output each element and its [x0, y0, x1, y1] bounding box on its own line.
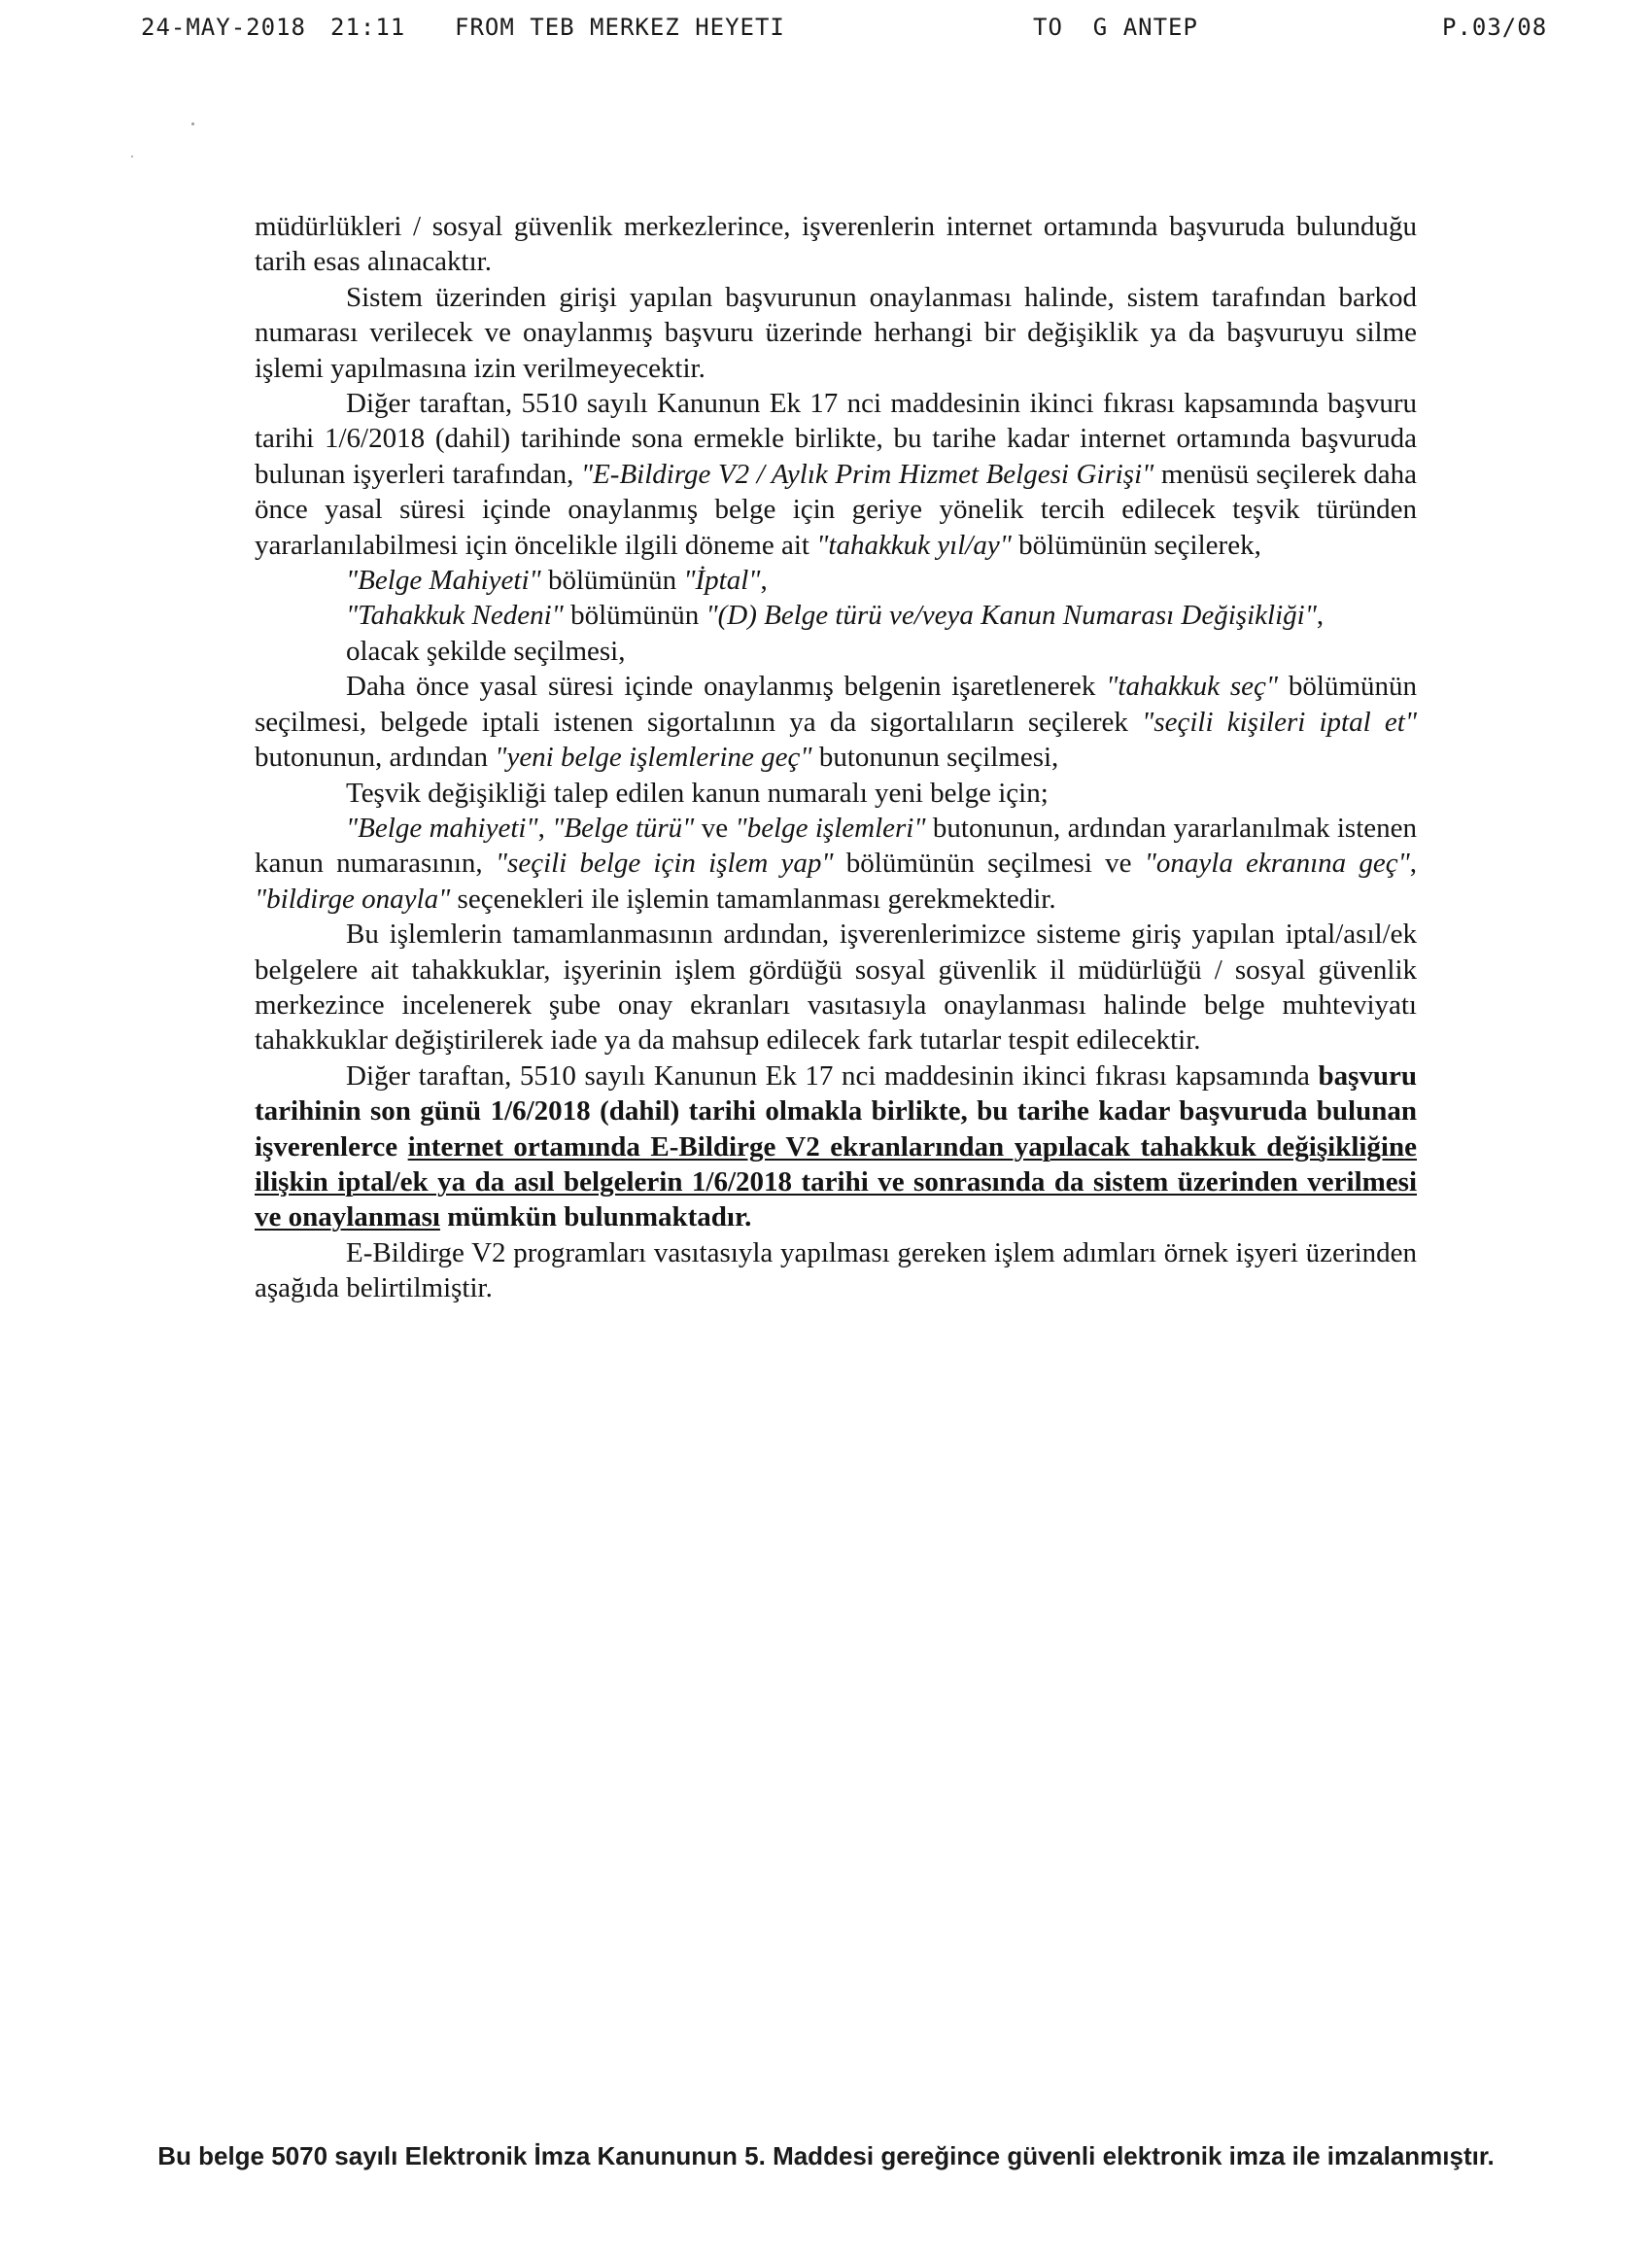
field-name: "Tahakkuk Nedeni" [346, 600, 564, 632]
field-value: "(D) Belge türü ve/veya Kanun Numarası Değişikliği" [706, 600, 1317, 632]
button-name: "seçili kişileri iptal et" [1142, 706, 1417, 738]
text-run: , [760, 565, 768, 597]
fax-page-number: P.03/08 [1442, 14, 1548, 41]
scan-speck [131, 156, 133, 157]
button-name: "tahakkuk seç" [1106, 671, 1279, 703]
fax-recipient: TO G ANTEP [1033, 14, 1198, 41]
fax-date: 24-MAY-2018 [141, 14, 306, 41]
text-run: bölümünün seçilerek, [1011, 529, 1261, 561]
paragraph: Bu işlemlerin tamamlanmasının ardından, işverenlerimizce sisteme giriş yapılan iptal/asıl/ek belgelere ait tahakkuklar, işyerinin işlem gördüğü sosyal güvenlik il müdürlüğü / sosyal güvenlik merkezince incelenerek şube onay ekranları vasıtasıyla onaylanması halinde belge muhteviyatı tahakkuklar değiştirilerek iade ya da mahsup edilecek fark tutarlar tespit edilecektir. [255, 919, 1417, 1057]
text-run: butonunun seçilmesi, [811, 742, 1059, 774]
text-run: Diğer taraftan, 5510 sayılı Kanunun Ek 17 nci maddesinin ikinci fıkrası kapsamında başvuru tarihi 1/6/2018 (dahil) tarihinde sona ermekle birlikte, bu tarihe kadar internet ortamında başvuruda bulunan işyerleri tarafından, [255, 388, 1417, 490]
e-signature-notice: Bu belge 5070 sayılı Elektronik İmza Kanununun 5. Maddesi gereğince güvenli elektronik imza ile imzalanmıştır. [157, 2141, 1495, 2170]
paragraph [255, 1059, 1417, 1235]
field-name: "Belge mahiyeti" [346, 812, 538, 844]
text-run: , [1409, 848, 1417, 880]
text-run: , [537, 812, 553, 844]
button-name: "seçili belge için işlem yap" [495, 848, 834, 880]
field-name: "Belge Mahiyeti" [346, 565, 541, 597]
paragraph [255, 669, 1417, 775]
emphasis-underlined: internet ortamında E-Bildirge V2 ekranlarından yapılacak tahakkuk değişikliğine ilişkin iptal/ek ya da asıl belgelerin 1/6/2018 tarihi ve sonrasında da sistem üzerinden verilmesi ve onaylanması [255, 1130, 1417, 1233]
paragraph [255, 598, 1417, 633]
fax-header [0, 10, 1652, 49]
paragraph: Sistem üzerinden girişi yapılan başvurunun onaylanması halinde, sistem tarafından barkod numarası verilecek ve onaylanmış başvuru üzerinde herhangi bir değişiklik ya da başvuruyu silme işlemi yapılmasına izin verilmeyecektir. [255, 281, 1417, 384]
text-run: butonunun, ardından yararlanılmak istenen kanun numarasının, [255, 812, 1418, 880]
text-run: seçenekleri ile işlemin tamamlanması gerekmektedir. [450, 883, 1056, 915]
document-body [255, 209, 1417, 1306]
paragraph [255, 386, 1417, 563]
text-run: Daha önce yasal süresi içinde onaylanmış belgenin işaretlenerek [346, 671, 1107, 703]
emphasis-bold: başvuru tarihinin son günü 1/6/2018 (dahil) tarihi olmakla birlikte, bu tarihe kadar başvuruda bulunan işverenlerce [255, 1059, 1417, 1163]
scan-speck [191, 122, 194, 125]
text-run: , [1316, 600, 1325, 632]
text-run: Diğer taraftan, 5510 sayılı Kanunun Ek 17 nci maddesinin ikinci fıkrası kapsamında [346, 1059, 1319, 1092]
field-name: "Belge türü" [552, 812, 695, 844]
text-run: bölümünün seçilmesi, belgede iptali istenen sigortalının ya da sigortalıların seçilerek [255, 671, 1418, 738]
text-run: bölümünün [563, 600, 706, 632]
text-run: ve [694, 812, 736, 844]
paragraph [255, 563, 1417, 598]
paragraph [255, 811, 1417, 917]
field-name: "tahakkuk yıl/ay" [816, 529, 1012, 561]
button-name: "yeni belge işlemlerine geç" [495, 742, 812, 774]
text-run: bölümünün [540, 565, 684, 597]
menu-path: "E-Bildirge V2 / Aylık Prim Hizmet Belgesi Girişi" [580, 458, 1154, 490]
button-name: "bildirge onayla" [255, 883, 451, 915]
text-run: butonunun, ardından [255, 742, 496, 774]
fax-sender: FROM TEB MERKEZ HEYETI [455, 14, 785, 41]
field-value: "İptal" [683, 565, 761, 597]
paragraph: Teşvik değişikliği talep edilen kanun numaralı yeni belge için; [346, 777, 1049, 809]
text-run: menüsü seçilerek daha önce yasal süresi içinde onaylanmış belge için geriye yönelik tercih edilecek teşvik türünden yararlanılabilmesi için öncelikle ilgili döneme ait [255, 458, 1417, 561]
button-name: "belge işlemleri" [735, 812, 926, 844]
text-run: bölümünün seçilmesi ve [833, 848, 1145, 880]
emphasis-bold: mümkün bulunmaktadır. [439, 1201, 752, 1233]
paragraph: olacak şekilde seçilmesi, [346, 635, 626, 667]
button-name: "onayla ekranına geç" [1144, 848, 1410, 880]
paragraph: E-Bildirge V2 programları vasıtasıyla yapılması gereken işlem adımları örnek işyeri üzerinden aşağıda belirtilmiştir. [255, 1236, 1417, 1304]
fax-time: 21:11 [330, 14, 406, 41]
paragraph: müdürlükleri / sosyal güvenlik merkezlerince, işverenlerin internet ortamında başvuruda bulunduğu tarih esas alınacaktır. [255, 211, 1417, 278]
